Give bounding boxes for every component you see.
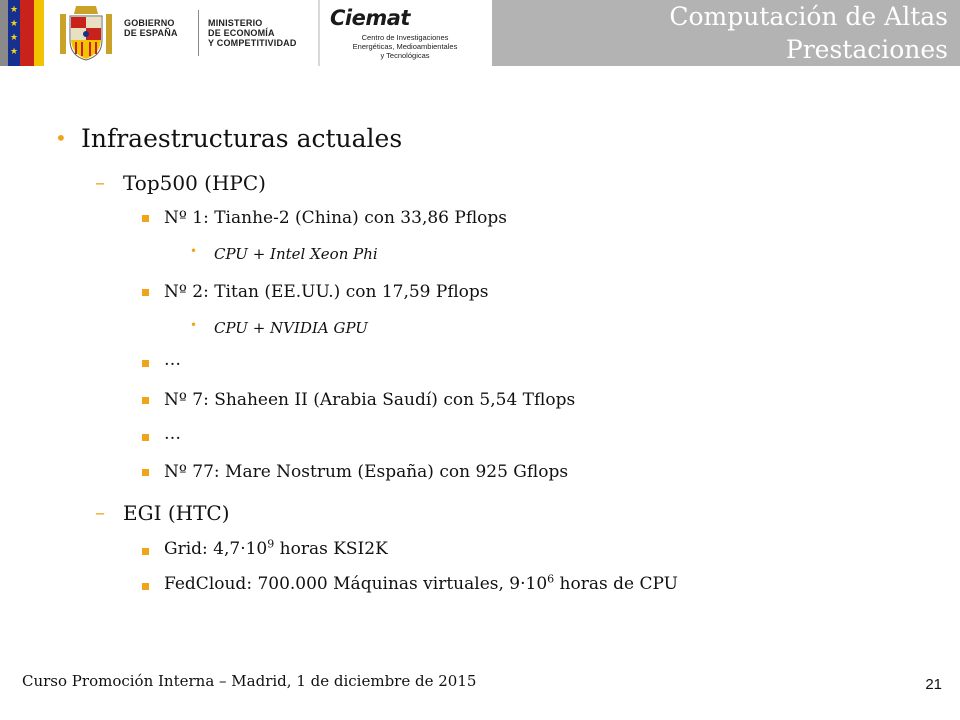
slide-title-line-2: Prestaciones (785, 35, 948, 64)
top500-item-1: Nº 1: Tianhe-2 (China) con 33,86 Pflops (164, 208, 507, 228)
star-icon: ★ (10, 47, 19, 57)
egi-fedcloud-item: FedCloud: 700.000 Máquinas virtuales, $9\cdot 10^6$ horas de CPU (164, 572, 678, 594)
bullet-dot-icon: • (190, 244, 198, 258)
page-number: 21 (925, 676, 942, 693)
eu-flag-strip (8, 0, 20, 66)
bullet-dot-icon: • (190, 318, 198, 332)
star-icon: ★ (10, 19, 19, 29)
top500-item-7: Nº 7: Shaheen II (Arabia Saudí) con 5,54 Tflops (164, 390, 576, 410)
top500-item-2-detail: CPU + NVIDIA GPU (214, 319, 368, 337)
ministry-label: MINISTERIO DE ECONOMÍA Y COMPETITIVIDAD (208, 18, 297, 48)
bullet-square-icon (142, 397, 149, 404)
top500-ellipsis-1: … (164, 350, 181, 370)
footer-text: Curso Promoción Interna – Madrid, 1 de diciembre de 2015 (22, 672, 477, 690)
coat-of-arms-icon (58, 4, 114, 62)
header-divider (198, 10, 199, 56)
bullet-square-icon (142, 434, 149, 441)
egi-label: EGI (HTC) (123, 501, 230, 525)
header-gray-strip (0, 0, 8, 66)
bullet-square-icon (142, 289, 149, 296)
bullet-square-icon (142, 360, 149, 367)
spain-flag-red (20, 0, 34, 66)
slide-title-line-1: Computación de Altas (669, 2, 948, 31)
top500-label: Top500 (HPC) (123, 171, 266, 195)
top500-item-2: Nº 2: Titan (EE.UU.) con 17,59 Pflops (164, 282, 489, 302)
top500-item-1-detail: CPU + Intel Xeon Phi (214, 245, 378, 263)
bullet-square-icon (142, 215, 149, 222)
bullet-square-icon (142, 548, 149, 555)
ciemat-subtitle: Centro de Investigaciones Energéticas, Medioambientales y Tecnológicas (352, 33, 458, 60)
spain-flag-yellow (34, 0, 44, 66)
heading-infraestructuras: Infraestructuras actuales (81, 124, 403, 153)
egi-grid-item: Grid: $4,7\cdot 10^9$ horas KSI2K (164, 537, 388, 559)
bullet-dash-icon: – (95, 500, 105, 524)
bullet-dash-icon: – (95, 170, 105, 194)
star-icon: ★ (10, 5, 19, 15)
top500-item-77: Nº 77: Mare Nostrum (España) con 925 Gflops (164, 462, 569, 482)
slide-header (0, 0, 960, 66)
slide-title-bar (492, 0, 960, 66)
ciemat-logo: Ciemat (330, 6, 410, 30)
top500-ellipsis-2: … (164, 424, 181, 444)
bullet-square-icon (142, 583, 149, 590)
star-icon: ★ (10, 33, 19, 43)
bullet-square-icon (142, 469, 149, 476)
bullet-dot-icon: • (55, 126, 67, 150)
government-label: GOBIERNO DE ESPAÑA (124, 18, 178, 38)
